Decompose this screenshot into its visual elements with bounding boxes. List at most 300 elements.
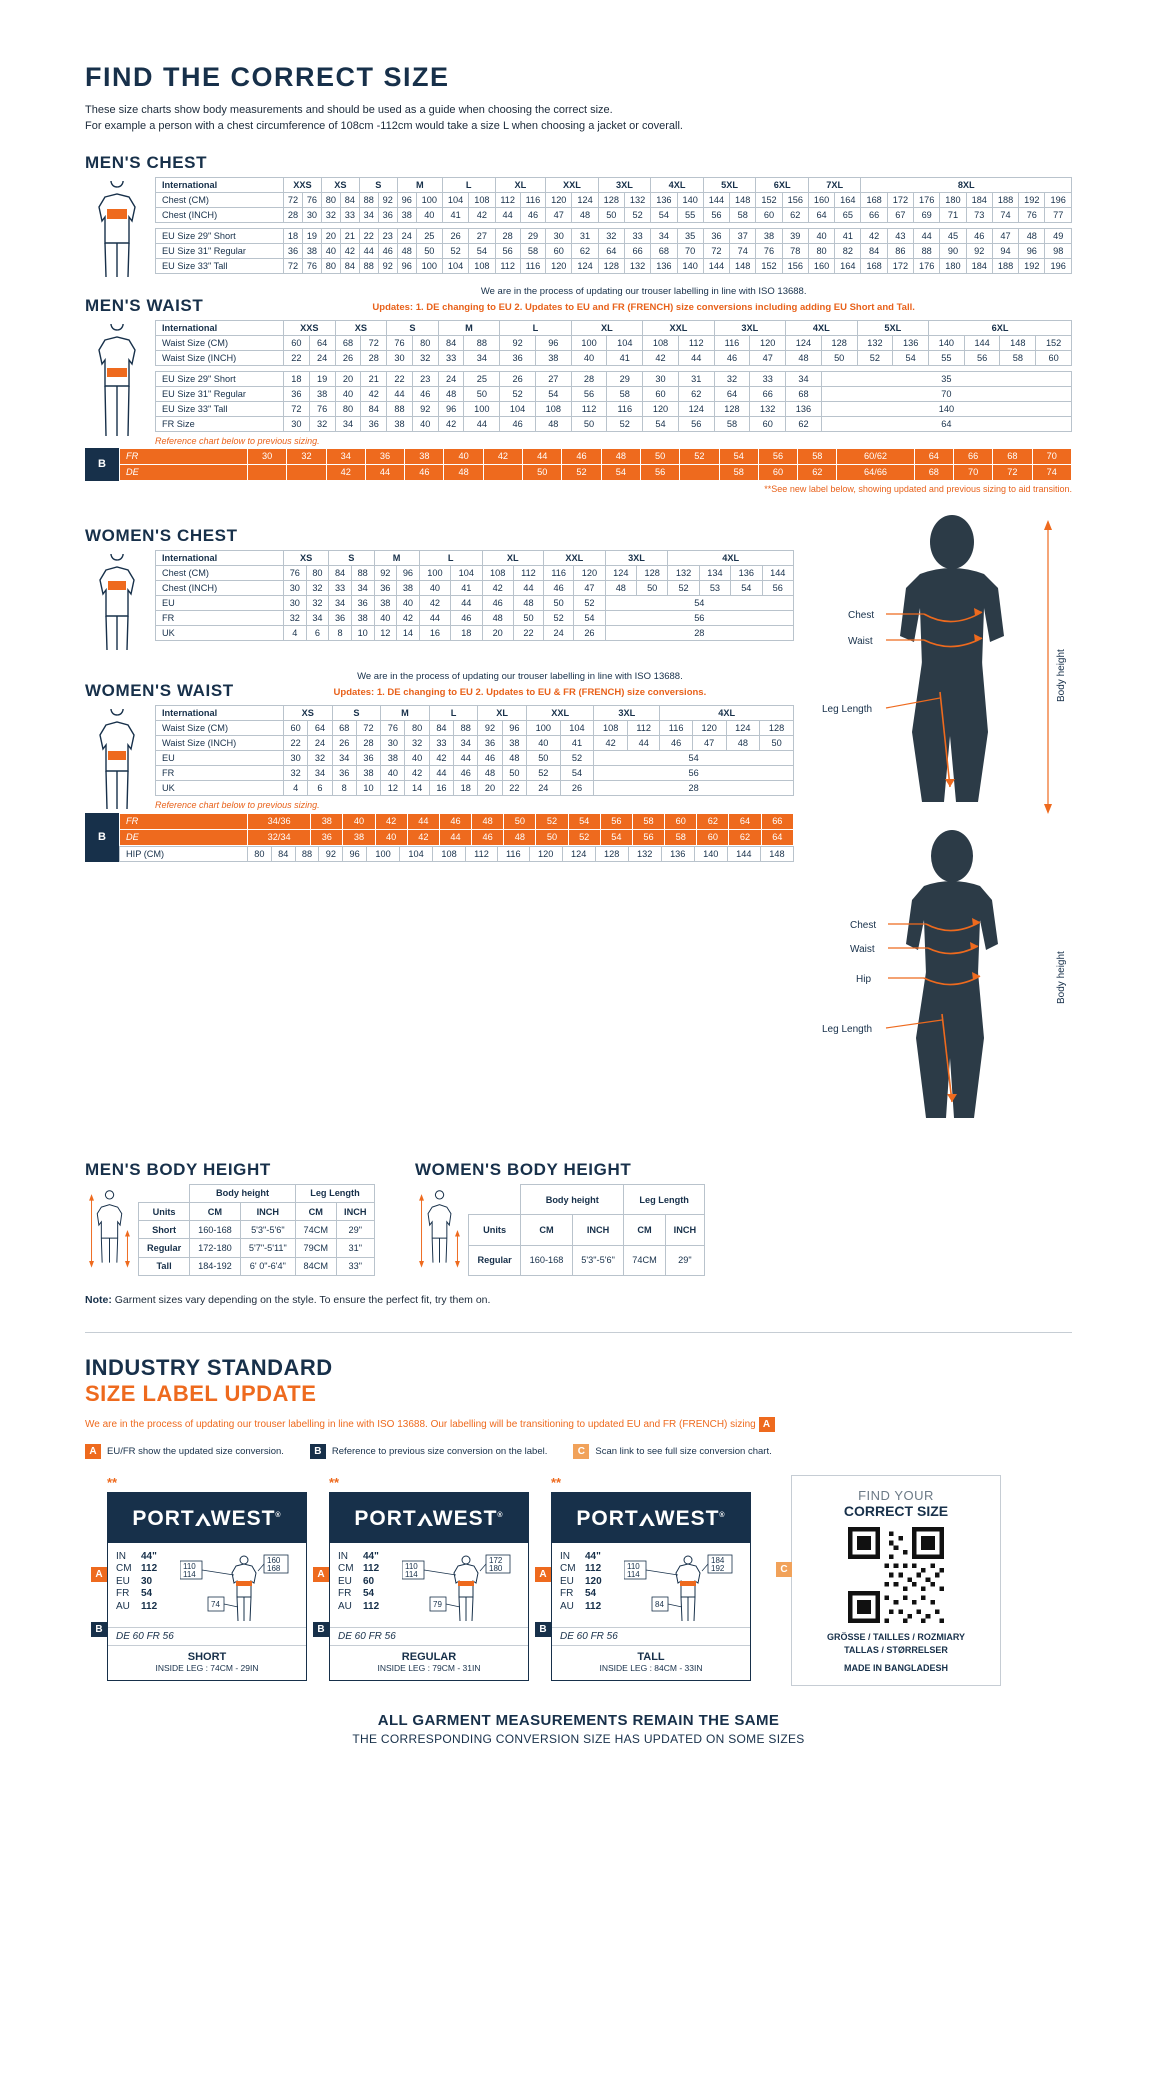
industry-title-line2: SIZE LABEL UPDATE <box>85 1380 317 1406</box>
female-waist-icon <box>85 709 149 813</box>
table-cell: 40 <box>808 228 834 243</box>
column-header: L <box>442 177 495 192</box>
mens-waist-ref-note: Reference chart below to previous sizing. <box>155 435 320 446</box>
table-cell: 54 <box>601 464 640 480</box>
table-cell: 40 <box>374 610 397 625</box>
table-cell: 10 <box>356 780 380 795</box>
label-header <box>108 1493 306 1543</box>
table-cell: 40 <box>444 448 483 464</box>
row-label: DE <box>120 829 248 845</box>
table-cell: 52 <box>607 416 643 431</box>
table-cell: 19 <box>302 228 321 243</box>
table-row <box>156 192 1072 207</box>
table-cell: 52 <box>668 580 699 595</box>
table-cell: 30 <box>302 207 321 222</box>
table-cell: 92 <box>478 720 502 735</box>
table-cell: 188 <box>992 192 1018 207</box>
table-cell: 34 <box>351 580 374 595</box>
table-cell: 148 <box>760 846 793 861</box>
table-cell: 36 <box>284 243 303 258</box>
column-header: XL <box>478 705 527 720</box>
table-cell: 32 <box>284 610 307 625</box>
table-cell: 20 <box>335 371 361 386</box>
table-cell: 180 <box>940 258 966 273</box>
table-cell: 50 <box>536 829 568 845</box>
table-cell: 52 <box>568 829 600 845</box>
table-cell: 164 <box>835 192 861 207</box>
table-cell: 46 <box>378 243 397 258</box>
table-cell: 36 <box>356 750 380 765</box>
legend-item-c <box>573 1444 771 1459</box>
table-cell: 50 <box>523 464 562 480</box>
table-cell: 56 <box>964 350 1000 365</box>
table-cell: 42 <box>861 228 887 243</box>
row-label: HIP (CM) <box>120 846 248 861</box>
table-cell: 33" <box>336 1257 374 1275</box>
label-examples <box>85 1475 1072 1686</box>
svg-text:192: 192 <box>711 1563 725 1573</box>
table-cell: 6' 0"-6'4" <box>240 1257 295 1275</box>
table-cell: 72 <box>361 335 387 350</box>
size-label-card <box>539 1474 751 1681</box>
table-cell: 28 <box>594 780 794 795</box>
table-cell: 92 <box>319 846 343 861</box>
table-cell: 196 <box>1045 192 1072 207</box>
unit-cell: CM <box>190 1203 241 1221</box>
size-code-row <box>338 1563 402 1576</box>
column-header: XXS <box>284 177 322 192</box>
size-code-key: EU <box>560 1575 574 1587</box>
column-header: L <box>500 320 571 335</box>
table-cell: 34 <box>464 350 500 365</box>
row-label: FR <box>156 610 284 625</box>
table-row <box>156 595 794 610</box>
size-code-row <box>338 1576 402 1589</box>
row-label: Regular <box>469 1245 521 1275</box>
table-cell: 72 <box>703 243 729 258</box>
table-cell: 36 <box>374 580 397 595</box>
table-cell: 72 <box>284 192 303 207</box>
table-cell: 48 <box>478 765 502 780</box>
table-cell: 54 <box>651 207 677 222</box>
womens-chest-section <box>85 550 794 654</box>
size-code-value: 112 <box>141 1600 158 1612</box>
womens-waist-update-1: 1. DE changing to EU <box>376 686 473 698</box>
table-cell: 22 <box>513 625 543 640</box>
table-cell: 50 <box>416 243 442 258</box>
label-b-badge: B <box>535 1622 551 1637</box>
size-code-key: AU <box>116 1600 130 1612</box>
label-fit-name: SHORT <box>187 1650 227 1663</box>
table-cell: 58 <box>632 813 664 829</box>
table-cell: 120 <box>546 192 572 207</box>
label-size-body <box>330 1543 528 1627</box>
womens-body-height-title: WOMEN'S BODY HEIGHT <box>415 1159 632 1179</box>
table-cell: 132 <box>624 258 650 273</box>
table-cell: 48 <box>482 610 513 625</box>
womens-waist-previous-block <box>85 813 794 862</box>
table-cell <box>680 464 719 480</box>
male-waist-icon <box>85 324 149 442</box>
table-cell: 88 <box>359 192 378 207</box>
svg-text:Hip: Hip <box>856 973 872 985</box>
size-code-key: EU <box>338 1575 352 1587</box>
table-cell: 52 <box>680 448 719 464</box>
table-cell: 120 <box>574 565 605 580</box>
table-cell: 112 <box>513 565 543 580</box>
table-cell: 40 <box>321 243 340 258</box>
table-cell: 44 <box>678 350 714 365</box>
table-cell: 134 <box>699 565 730 580</box>
row-label: Chest (INCH) <box>156 580 284 595</box>
table-cell: 8 <box>329 625 352 640</box>
table-cell: 120 <box>750 335 786 350</box>
unit-row <box>469 1215 705 1245</box>
column-header: S <box>387 320 439 335</box>
row-label: DE <box>120 464 248 480</box>
section-divider <box>85 1332 1072 1333</box>
table-cell: 33 <box>750 371 786 386</box>
table-cell: 14 <box>405 780 429 795</box>
legend-c-text: Scan link to see full size conversion chart. <box>595 1445 772 1457</box>
size-code-list <box>560 1551 624 1623</box>
column-header: 3XL <box>714 320 785 335</box>
closing-statement <box>85 1712 1072 1746</box>
table-cell: 62 <box>678 386 714 401</box>
qr-title-1: FIND YOUR <box>858 1487 934 1503</box>
table-cell: 54 <box>560 765 594 780</box>
table-cell: 46 <box>966 228 992 243</box>
column-header: 7XL <box>808 177 861 192</box>
table-cell: 58 <box>714 416 750 431</box>
table-cell: 20 <box>478 780 502 795</box>
svg-text:114: 114 <box>627 1569 640 1579</box>
row-label: EU Size 31" Regular <box>156 243 284 258</box>
svg-text:Leg Length: Leg Length <box>822 1023 873 1035</box>
table-row <box>156 610 794 625</box>
table-cell: 67 <box>887 207 913 222</box>
table-cell: 46 <box>412 386 438 401</box>
size-code-key: IN <box>116 1550 126 1562</box>
unit-cell: INCH <box>336 1203 374 1221</box>
qr-title-2: CORRECT SIZE <box>843 1502 949 1519</box>
row-label: Short <box>139 1221 190 1239</box>
table-cell: 36 <box>378 207 397 222</box>
table-cell: 52 <box>624 207 650 222</box>
table-cell: 52 <box>442 243 468 258</box>
table-cell: 84 <box>329 565 352 580</box>
previous-size-text: DE 60 FR 56 <box>108 1627 306 1645</box>
table-cell: 54 <box>605 595 793 610</box>
table-cell: 104 <box>500 401 536 416</box>
table-cell: 48 <box>786 350 822 365</box>
column-header: XXL <box>643 320 714 335</box>
group-header: Leg Length <box>295 1184 374 1202</box>
table-cell: 52 <box>574 595 605 610</box>
portwest-logo-icon <box>195 1513 211 1526</box>
table-cell: 41 <box>451 580 482 595</box>
column-header: XS <box>284 550 329 565</box>
size-code-value: 60 <box>363 1575 375 1587</box>
size-code-value: 30 <box>141 1575 153 1587</box>
table-cell: 76 <box>309 401 335 416</box>
table-cell: 45 <box>940 228 966 243</box>
table-cell: 160 <box>808 192 834 207</box>
table-cell: 48 <box>601 448 640 464</box>
table-cell: 80 <box>412 335 438 350</box>
column-header: International <box>156 550 284 565</box>
table-row <box>469 1245 705 1275</box>
table-cell: 80 <box>306 565 329 580</box>
table-cell: 44 <box>451 595 482 610</box>
table-cell: 68 <box>332 720 356 735</box>
table-cell: 49 <box>1045 228 1072 243</box>
table-cell: 100 <box>416 192 442 207</box>
column-header: XS <box>284 705 333 720</box>
legend-c-badge: C <box>573 1444 589 1459</box>
qr-made-in: MADE IN BANGLADESH <box>843 1662 948 1673</box>
table-cell: 58 <box>719 464 758 480</box>
row-label: Waist Size (CM) <box>156 335 284 350</box>
male-height-icon <box>85 1184 134 1276</box>
table-cell: 44 <box>365 464 404 480</box>
table-cell: 116 <box>660 720 692 735</box>
table-cell: 92 <box>378 258 397 273</box>
table-row <box>139 1239 375 1257</box>
table-cell: 104 <box>442 192 468 207</box>
table-cell: 31" <box>336 1239 374 1257</box>
size-code-row <box>116 1576 180 1589</box>
group-header: Body height <box>190 1184 296 1202</box>
table-cell: 28 <box>361 350 387 365</box>
table-cell: 116 <box>520 192 545 207</box>
womens-waist-hip-table <box>119 846 794 862</box>
mens-waist-title: MEN'S WAIST <box>85 295 204 315</box>
table-cell: 78 <box>782 243 808 258</box>
table-cell: 47 <box>992 228 1018 243</box>
table-cell: 184 <box>966 192 992 207</box>
svg-text:184: 184 <box>711 1555 725 1565</box>
label-asterisks: ** <box>329 1474 340 1490</box>
table-cell: 96 <box>397 258 416 273</box>
table-cell: 108 <box>482 565 513 580</box>
table-cell: 192 <box>1019 258 1045 273</box>
fit-note-label: Note: <box>85 1293 112 1306</box>
svg-text:172: 172 <box>489 1555 503 1565</box>
size-code-row <box>338 1551 402 1564</box>
table-cell: 112 <box>495 192 520 207</box>
table-row <box>156 750 794 765</box>
table-cell: 33 <box>438 350 464 365</box>
table-cell: 144 <box>964 335 1000 350</box>
table-cell: 21 <box>340 228 359 243</box>
svg-text:Body height: Body height <box>1056 951 1067 1004</box>
table-cell: 112 <box>466 846 498 861</box>
table-cell: 128 <box>637 565 668 580</box>
table-cell: 28 <box>605 625 793 640</box>
table-cell: 54 <box>643 416 679 431</box>
table-cell: 72 <box>284 401 310 416</box>
table-cell: 32 <box>321 207 340 222</box>
womens-waist-b-badge: B <box>85 813 119 862</box>
table-cell: 40 <box>416 207 442 222</box>
table-cell: 34 <box>329 595 352 610</box>
table-cell: 32 <box>714 371 750 386</box>
size-code-value: 54 <box>363 1588 375 1600</box>
table-header-row <box>139 1184 375 1202</box>
table-cell: 160-168 <box>521 1245 573 1275</box>
row-label: Regular <box>139 1239 190 1257</box>
table-cell: 35 <box>677 228 703 243</box>
intro-line-2: For example a person with a chest circumference of 108cm -112cm would take a size L when choosing a jacket or coverall. <box>85 119 683 132</box>
table-cell: 62 <box>782 207 808 222</box>
label-b-badge: B <box>91 1622 107 1637</box>
table-cell: 40 <box>335 386 361 401</box>
qr-foot-2: TALLAS / STØRRELSER <box>844 1644 948 1655</box>
table-cell: 5'3"-5'6" <box>240 1221 295 1239</box>
column-header: 4XL <box>668 550 794 565</box>
table-cell: 5'7"-5'11" <box>240 1239 295 1257</box>
qr-card <box>780 1475 1001 1686</box>
unit-row <box>139 1203 375 1221</box>
table-cell: 152 <box>1036 335 1072 350</box>
label-figure <box>624 1551 742 1623</box>
table-cell: 104 <box>442 258 468 273</box>
svg-text:Chest: Chest <box>848 609 875 621</box>
womens-waist-iso-note: We are in the process of updating our trouser labelling in line with ISO 13688. <box>357 670 683 682</box>
table-cell: 54 <box>594 750 794 765</box>
table-cell: 32 <box>306 580 329 595</box>
womens-waist-section <box>85 705 794 813</box>
row-label: Waist Size (INCH) <box>156 350 284 365</box>
table-cell: 42 <box>469 207 495 222</box>
table-cell: 128 <box>598 258 624 273</box>
legend-a-badge: A <box>85 1444 101 1459</box>
table-cell: 74 <box>1032 464 1071 480</box>
column-header: XXL <box>526 705 593 720</box>
table-cell: 88 <box>359 258 378 273</box>
table-cell: 33 <box>624 228 650 243</box>
fit-note <box>85 1294 1072 1306</box>
table-cell: 66 <box>750 386 786 401</box>
table-cell: 88 <box>464 335 500 350</box>
column-header: S <box>332 705 381 720</box>
table-cell: 48 <box>605 580 636 595</box>
table-cell: 80 <box>321 258 340 273</box>
table-cell: 52 <box>857 350 893 365</box>
table-cell: 35 <box>821 371 1071 386</box>
table-cell: 73 <box>966 207 992 222</box>
table-cell: 44 <box>914 228 940 243</box>
table-cell: 38 <box>397 207 416 222</box>
table-cell: 100 <box>419 565 450 580</box>
mens-waist-section <box>85 320 1072 448</box>
table-cell: 30 <box>284 580 307 595</box>
qr-code-icon <box>848 1527 944 1623</box>
table-cell: 92 <box>374 565 397 580</box>
table-cell: 20 <box>482 625 513 640</box>
table-cell: 44 <box>407 813 439 829</box>
table-cell: 65 <box>835 207 861 222</box>
size-code-key: IN <box>338 1550 348 1562</box>
table-cell: 96 <box>397 192 416 207</box>
legend-b-text: Reference to previous size conversion on the label. <box>331 1445 548 1457</box>
size-code-row <box>338 1601 402 1614</box>
unit-cell: CM <box>295 1203 336 1221</box>
table-cell: 18 <box>284 371 310 386</box>
table-cell: 68 <box>786 386 822 401</box>
table-cell: 46 <box>500 416 536 431</box>
label-figure <box>402 1551 520 1623</box>
table-row <box>156 580 794 595</box>
row-label: Waist Size (CM) <box>156 720 284 735</box>
table-cell: 58 <box>607 386 643 401</box>
table-cell: 46 <box>660 735 692 750</box>
table-cell: 44 <box>454 750 478 765</box>
size-code-list <box>116 1551 180 1623</box>
table-cell: 38 <box>351 610 374 625</box>
size-code-key: IN <box>560 1550 570 1562</box>
table-cell: 20 <box>321 228 340 243</box>
table-cell: 176 <box>914 258 940 273</box>
table-cell: 46 <box>478 750 502 765</box>
table-cell: 46 <box>562 448 601 464</box>
table-cell: 70 <box>821 386 1071 401</box>
table-cell: 40 <box>405 750 429 765</box>
mens-chest-table <box>155 177 1072 274</box>
table-cell: 160 <box>808 258 834 273</box>
size-code-value: 44" <box>363 1550 379 1562</box>
table-cell: 26 <box>560 780 594 795</box>
table-cell: 172-180 <box>190 1239 241 1257</box>
size-code-row <box>560 1588 624 1601</box>
table-cell: 60 <box>1036 350 1072 365</box>
table-cell: 22 <box>284 735 308 750</box>
table-cell: 112 <box>627 720 659 735</box>
size-code-value: 54 <box>585 1588 597 1600</box>
table-cell: 98 <box>1045 243 1072 258</box>
label-asterisks: ** <box>107 1474 118 1490</box>
table-cell: 128 <box>821 335 857 350</box>
table-cell: 54 <box>568 813 600 829</box>
label-size-body <box>552 1543 750 1627</box>
column-header: 4XL <box>660 705 794 720</box>
table-cell: 92 <box>500 335 536 350</box>
table-cell: 84 <box>340 192 359 207</box>
table-cell: 32 <box>598 228 624 243</box>
table-row <box>139 1221 375 1239</box>
table-cell: 144 <box>727 846 760 861</box>
column-header: XL <box>571 320 642 335</box>
qr-code-image[interactable] <box>848 1527 944 1623</box>
table-cell: 38 <box>387 416 413 431</box>
table-cell: 30 <box>546 228 572 243</box>
table-cell: 42 <box>483 448 522 464</box>
table-cell: 50 <box>464 386 500 401</box>
table-cell: 88 <box>295 846 319 861</box>
table-cell: 24 <box>526 780 560 795</box>
table-cell: 76 <box>284 565 307 580</box>
table-cell: 41 <box>560 735 594 750</box>
svg-text:110: 110 <box>405 1561 418 1571</box>
table-cell: 108 <box>535 401 571 416</box>
table-cell: 56 <box>605 610 793 625</box>
legend-item-a <box>85 1444 284 1459</box>
group-header: Body height <box>521 1184 624 1214</box>
table-cell: 58 <box>1000 350 1036 365</box>
table-cell: 50 <box>571 416 607 431</box>
table-cell: 58 <box>665 829 697 845</box>
